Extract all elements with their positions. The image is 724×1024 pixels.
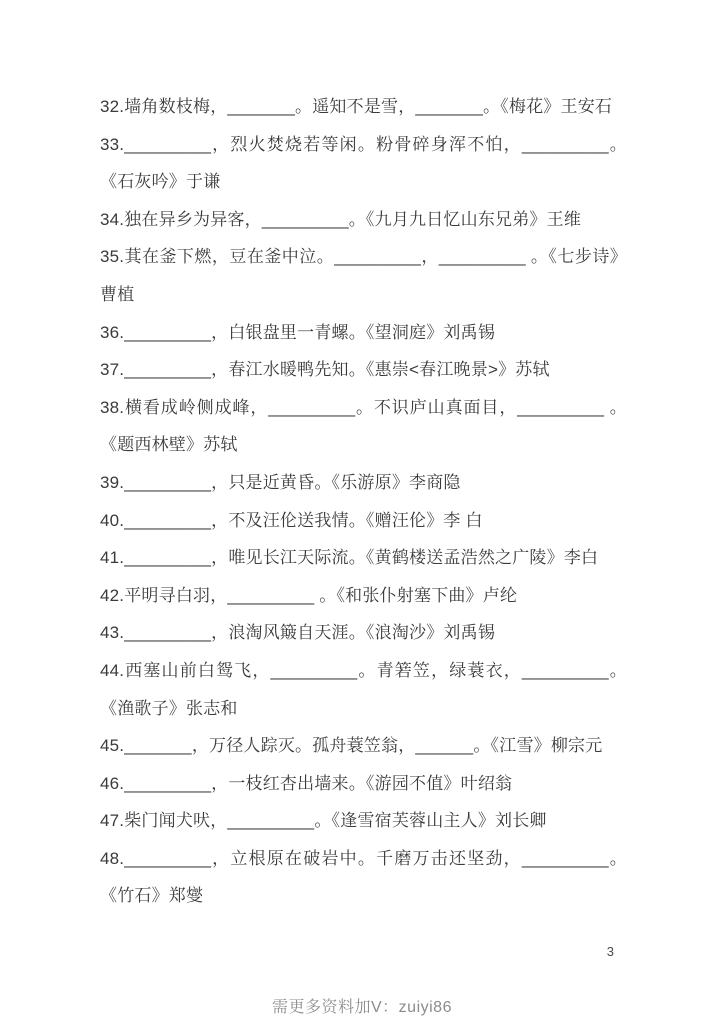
- question-item: 36._________，白银盘里一青螺。《望洞庭》刘禹锡: [100, 322, 496, 342]
- question-item: 40._________，不及汪伦送我情。《赠汪伦》李 白: [100, 510, 483, 530]
- question-item: 43._________，浪淘风簸自天涯。《浪淘沙》刘禹锡: [100, 623, 496, 643]
- question-item: 44.西塞山前白鸳飞，_________。青箬笠，绿蓑衣，_________。《渔歌子》张志和: [100, 660, 627, 718]
- question-item: 47.柴门闻犬吠，_________。《逢雪宿芙蓉山主人》刘长卿: [100, 811, 547, 831]
- questions-list: [100, 88, 627, 915]
- question-item: 34.独在异乡为异客，_________。《九月九日忆山东兄弟》王维: [100, 209, 582, 229]
- question-item: 45._______，万径人踪灭。孤舟蓑笠翁，______。《江雪》柳宗元: [100, 736, 603, 756]
- question-item: 37._________，春江水暖鸭先知。《惠崇<春江晚景>》苏轼: [100, 360, 550, 380]
- page-number: 3: [606, 944, 614, 959]
- question-item: 46._________，一枝红杏出墙来。《游园不值》叶绍翁: [100, 773, 513, 793]
- question-item: 35.萁在釜下燃，豆在釜中泣。_________，_________ 。《七步诗》曹植: [100, 247, 627, 304]
- question-item: 42.平明寻白羽，_________ 。《和张仆射塞下曲》卢纶: [100, 585, 518, 605]
- question-item: 33._________，烈火焚烧若等闲。粉骨碎身浑不怕，_________。《石灰吟》于谦: [100, 134, 627, 192]
- question-item: 41._________，唯见长江天际流。《黄鹤楼送孟浩然之广陵》李白: [100, 548, 599, 568]
- question-item: 32.墙角数枝梅，_______。遥知不是雪，_______。《梅花》王安石: [100, 97, 613, 116]
- footer-watermark: 需更多资料加V：zuiyi86: [272, 999, 452, 1016]
- question-item: 39._________，只是近黄昏。《乐游原》李商隐: [100, 472, 461, 492]
- question-item: 48._________，立根原在破岩中。千磨万击还坚劲，_________。《竹石》郑燮: [100, 848, 627, 906]
- question-item: 38.横看成岭侧成峰，_________。不识庐山真面目，_________ 。《题西林壁》苏轼: [100, 397, 627, 455]
